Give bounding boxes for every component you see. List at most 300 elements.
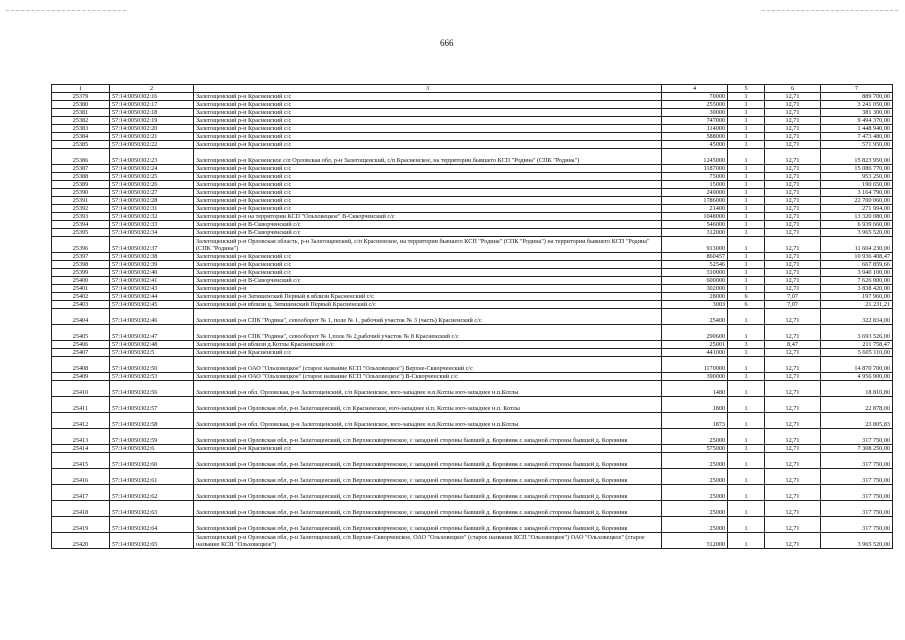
value-cell: 381 300,00	[821, 109, 893, 117]
table-row	[52, 349, 893, 357]
rate-cell: 12,71	[765, 237, 821, 253]
address-cell: Залегощенский р-н Орловская обл, р-н Залегощенский, с/п Красненское, юго-западнее н.п. Котлы юго-западнее н.п. Котлы	[194, 397, 662, 413]
address-cell: Залегощенский р-н В-Скворченский с/с	[194, 277, 662, 285]
cadastral-number-cell: 57:14:0050302:59	[110, 429, 194, 445]
value-cell: 15 823 950,00	[821, 149, 893, 165]
group-cell: 1	[728, 93, 765, 101]
address-cell: Залегощенский р-н Орловская обл, р-н Залегощенский, с/п Верхнескворченское, с западной стороны бывшей д. Коровник с западной стороны бывшей д. Коровник	[194, 453, 662, 469]
table-row	[52, 253, 893, 261]
cadastral-number-cell: 57:14:0050302:37	[110, 237, 194, 253]
group-cell: 1	[728, 309, 765, 325]
cadastral-number-cell: 57:14:0050302:25	[110, 173, 194, 181]
area-cell: 290600	[662, 325, 728, 341]
table-row	[52, 301, 893, 309]
address-cell: Залегощенский р-н Красненский с/с	[194, 261, 662, 269]
table-row	[52, 277, 893, 285]
area-cell: 70000	[662, 93, 728, 101]
rate-cell: 12,71	[765, 117, 821, 125]
value-cell: 18 810,80	[821, 381, 893, 397]
table-row	[52, 533, 893, 549]
value-cell: 190 650,00	[821, 181, 893, 189]
address-cell: Залегощенский р-н Красненское с/п Орловская обл, р-н Залегощенский, с/п Красненское, на территории бывшего КСП "Родина" (СПК "Родина")	[194, 149, 662, 165]
rate-cell: 12,71	[765, 229, 821, 237]
table-row	[52, 429, 893, 445]
value-cell: 317 750,00	[821, 453, 893, 469]
group-cell: 1	[728, 141, 765, 149]
group-cell: 1	[728, 261, 765, 269]
rate-cell: 12,71	[765, 429, 821, 445]
cadastral-number-cell: 57:14:0050302:46	[110, 309, 194, 325]
cadastral-number-cell: 57:14:0050302:64	[110, 517, 194, 533]
group-cell: 1	[728, 501, 765, 517]
table-row	[52, 205, 893, 213]
row-number-cell: 25403	[52, 301, 110, 309]
table-row	[52, 173, 893, 181]
cadastral-number-cell: 57:14:0050302:44	[110, 293, 194, 301]
area-cell: 588000	[662, 133, 728, 141]
column-header: 7	[821, 85, 893, 93]
table-row	[52, 101, 893, 109]
table-row	[52, 285, 893, 293]
cadastral-number-cell: 57:14:0050302:41	[110, 277, 194, 285]
address-cell: Залегощенский р-н Красненский с/с	[194, 101, 662, 109]
value-cell: 211 758,47	[821, 341, 893, 349]
area-cell: 28000	[662, 293, 728, 301]
group-cell: 1	[728, 221, 765, 229]
cadastral-number-cell: 57:14:0050302:60	[110, 453, 194, 469]
address-cell: Залегощенский р-н Красненский с/с	[194, 141, 662, 149]
cadastral-number-cell: 57:14:0050302:47	[110, 325, 194, 341]
address-cell: Залегощенский р-н Красненский с/с	[194, 181, 662, 189]
row-number-cell: 25409	[52, 373, 110, 381]
address-cell: Залегощенский р-н ОАО "Ольховецкое" (старое название КСП "Ольховецкое") Верхне-Скворченский с/с	[194, 357, 662, 373]
column-header: 4	[662, 85, 728, 93]
row-number-cell: 25392	[52, 205, 110, 213]
address-cell: Залегощенский р-н ОАО "Ольховецкое" (старое название КСП "Ольховецкое") В-Скворченский с/с	[194, 373, 662, 381]
table-row	[52, 93, 893, 101]
value-cell: 21 231,21	[821, 301, 893, 309]
row-number-cell: 25381	[52, 109, 110, 117]
area-cell: 312000	[662, 533, 728, 549]
group-cell: 1	[728, 197, 765, 205]
group-cell: 1	[728, 253, 765, 261]
value-cell: 15 086 770,00	[821, 165, 893, 173]
table-row	[52, 189, 893, 197]
row-number-cell: 25386	[52, 149, 110, 165]
table-row	[52, 445, 893, 453]
table-row	[52, 325, 893, 341]
table-row	[52, 149, 893, 165]
cadastral-number-cell: 57:14:0050302:53	[110, 373, 194, 381]
rate-cell: 12,71	[765, 373, 821, 381]
value-cell: 317 750,00	[821, 469, 893, 485]
value-cell: 953 250,00	[821, 173, 893, 181]
value-cell: 7 626 000,00	[821, 277, 893, 285]
table-row	[52, 341, 893, 349]
address-cell: Залегощенский р-н Красненский с/с	[194, 253, 662, 261]
cadastral-number-cell: 57:14:0050302:43	[110, 285, 194, 293]
area-cell: 25000	[662, 517, 728, 533]
table-row	[52, 117, 893, 125]
cadastral-number-cell: 57:14:0050302:56	[110, 381, 194, 397]
cadastral-number-cell: 57:14:0050302:40	[110, 269, 194, 277]
address-cell: Залегощенский р-н СПК "Родина", севооборот № 1,поле № 2,рабочий участок № 8 Красненский с/с	[194, 325, 662, 341]
table-row	[52, 469, 893, 485]
address-cell: Залегощенский р-н Затишенский Первый в вблизи Красненский с/с	[194, 293, 662, 301]
row-number-cell: 25415	[52, 453, 110, 469]
rate-cell: 12,71	[765, 453, 821, 469]
area-cell: 25000	[662, 453, 728, 469]
value-cell: 1 448 940,00	[821, 125, 893, 133]
address-cell: Залегощенский р-н Красненский с/с	[194, 133, 662, 141]
address-cell: Залегощенский р-н Орловская обл, р-н Залегощенский, с/п Верхнескворченское, с западной стороны бывшей д. Коровник с западной стороны бывшей д. Коровник	[194, 517, 662, 533]
table-row	[52, 413, 893, 429]
area-cell: 75000	[662, 173, 728, 181]
table-row	[52, 237, 893, 253]
row-number-cell: 25405	[52, 325, 110, 341]
cadastral-number-cell: 57:14:0050302:23	[110, 149, 194, 165]
group-cell: 1	[728, 517, 765, 533]
cadastral-number-cell: 57:14:0050302:21	[110, 133, 194, 141]
group-cell: 1	[728, 469, 765, 485]
rate-cell: 12,71	[765, 101, 821, 109]
address-cell: Залегощенский р-н вблизи д.Котлы Красненский с/с	[194, 341, 662, 349]
group-cell: 1	[728, 325, 765, 341]
area-cell: 52546	[662, 261, 728, 269]
group-cell: 3	[728, 341, 765, 349]
value-cell: 5 605 110,00	[821, 349, 893, 357]
address-cell: Залегощенский р-н В-Скворченский с/с	[194, 229, 662, 237]
row-number-cell: 25406	[52, 341, 110, 349]
table-row	[52, 141, 893, 149]
row-number-cell: 25419	[52, 517, 110, 533]
group-cell: 1	[728, 165, 765, 173]
table-row	[52, 269, 893, 277]
address-cell: Залегощенский р-н Красненский с/с	[194, 173, 662, 181]
group-cell: 1	[728, 213, 765, 221]
area-cell: 255000	[662, 101, 728, 109]
table-row	[52, 485, 893, 501]
group-cell: 1	[728, 533, 765, 549]
area-cell: 441000	[662, 349, 728, 357]
row-number-cell: 25407	[52, 349, 110, 357]
group-cell: 1	[728, 413, 765, 429]
group-cell: 1	[728, 397, 765, 413]
value-cell: 14 870 700,00	[821, 357, 893, 373]
row-number-cell: 25395	[52, 229, 110, 237]
row-number-cell: 25410	[52, 381, 110, 397]
area-cell: 21400	[662, 205, 728, 213]
rate-cell: 12,71	[765, 109, 821, 117]
group-cell: 1	[728, 173, 765, 181]
cadastral-number-cell: 57:14:0050302:28	[110, 197, 194, 205]
row-number-cell: 25397	[52, 253, 110, 261]
row-number-cell: 25416	[52, 469, 110, 485]
group-cell: 1	[728, 205, 765, 213]
area-cell: 1187000	[662, 165, 728, 173]
value-cell: 322 834,00	[821, 309, 893, 325]
area-cell: 3003	[662, 301, 728, 309]
value-cell: 571 950,00	[821, 141, 893, 149]
row-number-cell: 25394	[52, 221, 110, 229]
row-number-cell: 25380	[52, 101, 110, 109]
rate-cell: 12,71	[765, 309, 821, 325]
group-cell: 1	[728, 269, 765, 277]
cadastral-number-cell: 57:14:0050302:32	[110, 213, 194, 221]
rate-cell: 12,71	[765, 445, 821, 453]
value-cell: 317 750,00	[821, 429, 893, 445]
row-number-cell: 25417	[52, 485, 110, 501]
value-cell: 9 494 370,00	[821, 117, 893, 125]
cadastral-number-cell: 57:14:0050302:57	[110, 397, 194, 413]
column-header: 1	[52, 85, 110, 93]
row-number-cell: 25398	[52, 261, 110, 269]
value-cell: 11 604 230,00	[821, 237, 893, 253]
land-plots-table	[51, 84, 893, 549]
area-cell: 15000	[662, 181, 728, 189]
rate-cell: 12,71	[765, 413, 821, 429]
group-cell: 1	[728, 349, 765, 357]
scan-artifact-right	[762, 10, 898, 11]
table-row	[52, 517, 893, 533]
area-cell: 1873	[662, 413, 728, 429]
value-cell: 317 750,00	[821, 485, 893, 501]
area-cell: 600000	[662, 277, 728, 285]
area-cell: 310000	[662, 269, 728, 277]
group-cell: 1	[728, 285, 765, 293]
group-cell: 1	[728, 445, 765, 453]
group-cell: 1	[728, 485, 765, 501]
group-cell: 6	[728, 293, 765, 301]
rate-cell: 12,71	[765, 253, 821, 261]
row-number-cell: 25408	[52, 357, 110, 373]
rate-cell: 7,07	[765, 301, 821, 309]
row-number-cell: 25393	[52, 213, 110, 221]
row-number-cell: 25390	[52, 189, 110, 197]
area-cell: 1786000	[662, 197, 728, 205]
rate-cell: 12,71	[765, 533, 821, 549]
group-cell: 1	[728, 101, 765, 109]
table-row	[52, 213, 893, 221]
rate-cell: 12,71	[765, 485, 821, 501]
value-cell: 10 936 408,47	[821, 253, 893, 261]
area-cell: 45000	[662, 141, 728, 149]
table-row	[52, 221, 893, 229]
cadastral-number-cell: 57:14:0050302:63	[110, 501, 194, 517]
address-cell: Залегощенский р-н Красненский с/с	[194, 197, 662, 205]
row-number-cell: 25389	[52, 181, 110, 189]
table-row	[52, 133, 893, 141]
address-cell: Залегощенский р-н СПК "Родина", севооборот № 1, поле № 1, рабочий участок № 3 (часть) Красненский с/с	[194, 309, 662, 325]
rate-cell: 12,71	[765, 221, 821, 229]
row-number-cell: 25401	[52, 285, 110, 293]
address-cell: Залегощенский р-н Орловская обл, р-н Залегощенский, с/п Верхнескворченское, с западной стороны бывшей д. Коровник с западной стороны бывшей д. Коровник	[194, 501, 662, 517]
rate-cell: 12,71	[765, 165, 821, 173]
group-cell: 6	[728, 301, 765, 309]
row-number-cell: 25385	[52, 141, 110, 149]
cadastral-number-cell: 57:14:0050302:34	[110, 229, 194, 237]
rate-cell: 12,71	[765, 205, 821, 213]
cadastral-number-cell: 57:14:0050302:16	[110, 93, 194, 101]
address-cell: Залегощенский р-н Красненский с/с	[194, 349, 662, 357]
area-cell: 249000	[662, 189, 728, 197]
group-cell: 1	[728, 357, 765, 373]
column-header: 6	[765, 85, 821, 93]
page-number: 666	[440, 38, 454, 48]
row-number-cell: 25387	[52, 165, 110, 173]
address-cell: Залегощенский р-н Красненский с/с	[194, 117, 662, 125]
table-row	[52, 357, 893, 373]
address-cell: Залегощенский р-н вблизи ц. Затишенский Первый Красненский с/с	[194, 301, 662, 309]
rate-cell: 12,71	[765, 133, 821, 141]
cadastral-number-cell: 57:14:0050302:24	[110, 165, 194, 173]
rate-cell: 12,71	[765, 269, 821, 277]
cadastral-number-cell: 57:14:0050302:18	[110, 109, 194, 117]
rate-cell: 12,71	[765, 517, 821, 533]
cadastral-number-cell: 57:14:0050302:50	[110, 357, 194, 373]
cadastral-number-cell: 57:14:0050302:5	[110, 349, 194, 357]
value-cell: 667 859,66	[821, 261, 893, 269]
address-cell: Залегощенский р-н Красненский с/с	[194, 205, 662, 213]
cadastral-number-cell: 57:14:0050302:61	[110, 469, 194, 485]
address-cell: Залегощенский р-н Красненский с/с	[194, 165, 662, 173]
area-cell: 25000	[662, 501, 728, 517]
group-cell: 1	[728, 429, 765, 445]
row-number-cell: 25391	[52, 197, 110, 205]
rate-cell: 12,71	[765, 285, 821, 293]
area-cell: 25000	[662, 429, 728, 445]
group-cell: 1	[728, 125, 765, 133]
cadastral-number-cell: 57:14:0050302:20	[110, 125, 194, 133]
row-number-cell: 25388	[52, 173, 110, 181]
area-cell: 860457	[662, 253, 728, 261]
row-number-cell: 25396	[52, 237, 110, 253]
area-cell: 546000	[662, 221, 728, 229]
row-number-cell: 25412	[52, 413, 110, 429]
rate-cell: 12,71	[765, 189, 821, 197]
value-cell: 23 805,83	[821, 413, 893, 429]
area-cell: 1480	[662, 381, 728, 397]
area-cell: 25000	[662, 469, 728, 485]
address-cell: Залегощенский р-н В-Скворченский с/с	[194, 221, 662, 229]
area-cell: 913000	[662, 237, 728, 253]
row-number-cell: 25420	[52, 533, 110, 549]
area-cell: 25001	[662, 341, 728, 349]
value-cell: 197 960,00	[821, 293, 893, 301]
row-number-cell: 25384	[52, 133, 110, 141]
scan-artifact-left	[6, 10, 126, 11]
table-row	[52, 229, 893, 237]
address-cell: Залегощенский р-н обл. Орловская, р-н Залегощенский, с/п Красненское, юго-западнее н.п.Котлы юго-западнее н.п.Котлы	[194, 413, 662, 429]
row-number-cell: 25383	[52, 125, 110, 133]
group-cell: 1	[728, 229, 765, 237]
rate-cell: 8,47	[765, 341, 821, 349]
table-row	[52, 501, 893, 517]
address-cell: Залегощенский р-н Орловская обл, р-н Залегощенский, с/п Верхнескворченское, с западной стороны бывшей д. Коровник с западной стороны бывшей д. Коровник	[194, 429, 662, 445]
group-cell: 1	[728, 181, 765, 189]
address-cell: Залегощенский р-н Красненский с/с	[194, 109, 662, 117]
cadastral-number-cell: 57:14:0050302:27	[110, 189, 194, 197]
column-header: 5	[728, 85, 765, 93]
rate-cell: 12,71	[765, 349, 821, 357]
address-cell: Залегощенский р-н Красненский с/с	[194, 445, 662, 453]
rate-cell: 12,71	[765, 325, 821, 341]
value-cell: 889 700,00	[821, 93, 893, 101]
cadastral-number-cell: 57:14:0050302:33	[110, 221, 194, 229]
rate-cell: 12,71	[765, 397, 821, 413]
value-cell: 22 700 060,00	[821, 197, 893, 205]
rate-cell: 12,71	[765, 261, 821, 269]
table-row	[52, 373, 893, 381]
group-cell: 1	[728, 373, 765, 381]
column-header: 2	[110, 85, 194, 93]
table-row	[52, 381, 893, 397]
row-number-cell: 25399	[52, 269, 110, 277]
group-cell: 1	[728, 149, 765, 165]
row-number-cell: 25418	[52, 501, 110, 517]
area-cell: 25400	[662, 309, 728, 325]
value-cell: 6 939 660,00	[821, 221, 893, 229]
table-row	[52, 197, 893, 205]
group-cell: 1	[728, 453, 765, 469]
row-number-cell: 25400	[52, 277, 110, 285]
address-cell: Залегощенский р-н Орловская обл, р-н Залегощенский, с/п Верхнескворченское, с западной стороны бывшей д. Коровник с западной стороны бывшей д. Коровник	[194, 485, 662, 501]
value-cell: 3 164 790,00	[821, 189, 893, 197]
value-cell: 3 241 050,00	[821, 101, 893, 109]
row-number-cell: 25402	[52, 293, 110, 301]
area-cell: 30000	[662, 109, 728, 117]
table-body	[52, 85, 893, 549]
row-number-cell: 25404	[52, 309, 110, 325]
cadastral-number-cell: 57:14:0050302:26	[110, 181, 194, 189]
rate-cell: 12,71	[765, 381, 821, 397]
address-cell: Залегощенский р-н Красненский с/с	[194, 125, 662, 133]
address-cell: Залегощенский р-н Орловская обл, р-н Залегощенский, с/п Верхнескворченское, с западной стороны бывшей д. Коровник с западной стороны бывшей д. Коровник	[194, 469, 662, 485]
cadastral-number-cell: 57:14:0050302:22	[110, 141, 194, 149]
table-row	[52, 293, 893, 301]
rate-cell: 12,71	[765, 469, 821, 485]
value-cell: 7 308 250,00	[821, 445, 893, 453]
table-header-row	[52, 85, 893, 93]
address-cell: Залегощенский р-н	[194, 285, 662, 293]
cadastral-number-cell: 57:14:0050302:58	[110, 413, 194, 429]
value-cell: 3 693 526,00	[821, 325, 893, 341]
rate-cell: 12,71	[765, 93, 821, 101]
value-cell: 3 965 520,00	[821, 229, 893, 237]
group-cell: 1	[728, 189, 765, 197]
value-cell: 3 838 420,00	[821, 285, 893, 293]
rate-cell: 12,71	[765, 357, 821, 373]
area-cell: 747000	[662, 117, 728, 125]
area-cell: 1245000	[662, 149, 728, 165]
table-row	[52, 125, 893, 133]
table-row	[52, 309, 893, 325]
area-cell: 302000	[662, 285, 728, 293]
value-cell: 13 320 080,00	[821, 213, 893, 221]
area-cell: 390000	[662, 373, 728, 381]
value-cell: 271 994,00	[821, 205, 893, 213]
address-cell: Залегощенский р-н Красненский с/с	[194, 93, 662, 101]
value-cell: 7 473 480,00	[821, 133, 893, 141]
address-cell: Залегощенский р-н Красненский с/с	[194, 269, 662, 277]
row-number-cell: 25411	[52, 397, 110, 413]
group-cell: 1	[728, 237, 765, 253]
group-cell: 1	[728, 381, 765, 397]
area-cell: 575000	[662, 445, 728, 453]
row-number-cell: 25414	[52, 445, 110, 453]
area-cell: 1170000	[662, 357, 728, 373]
row-number-cell: 25382	[52, 117, 110, 125]
